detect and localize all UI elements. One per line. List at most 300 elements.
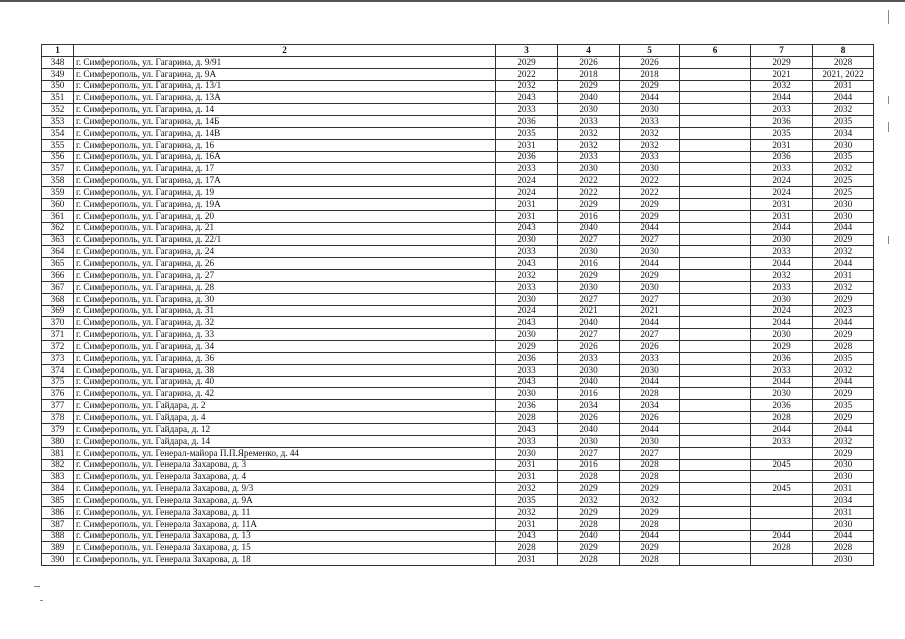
row-number-cell: 373 xyxy=(42,352,74,364)
year-cell: 2029 xyxy=(620,506,680,518)
table-row xyxy=(42,447,874,459)
address-cell: г. Симферополь, ул. Гагарина, д. 34 xyxy=(74,341,496,353)
year-cell: 2028 xyxy=(813,542,874,554)
year-cell: 2028 xyxy=(813,56,874,68)
year-cell: 2030 xyxy=(620,104,680,116)
year-cell: 2033 xyxy=(751,364,813,376)
table-body xyxy=(42,56,874,565)
year-cell xyxy=(751,518,813,530)
year-cell: 2043 xyxy=(496,376,558,388)
year-cell xyxy=(680,139,751,151)
address-cell: г. Симферополь, ул. Гайдара, д. 12 xyxy=(74,424,496,436)
table-row xyxy=(42,293,874,305)
year-cell: 2043 xyxy=(496,258,558,270)
header-cell-col2: 2 xyxy=(74,45,496,57)
year-cell: 2027 xyxy=(558,293,620,305)
header-cell-col4: 4 xyxy=(558,45,620,57)
year-cell: 2032 xyxy=(496,483,558,495)
year-cell: 2036 xyxy=(496,151,558,163)
year-cell: 2030 xyxy=(558,281,620,293)
year-cell: 2040 xyxy=(558,424,620,436)
year-cell: 2021 xyxy=(558,305,620,317)
year-cell xyxy=(680,412,751,424)
year-cell: 2031 xyxy=(496,459,558,471)
year-cell: 2029 xyxy=(620,80,680,92)
year-cell: 2022 xyxy=(558,175,620,187)
year-cell: 2032 xyxy=(558,139,620,151)
address-cell: г. Симферополь, ул. Гайдара, д. 14 xyxy=(74,435,496,447)
year-cell: 2032 xyxy=(496,270,558,282)
year-cell: 2028 xyxy=(496,542,558,554)
year-cell: 2032 xyxy=(620,127,680,139)
table-row xyxy=(42,222,874,234)
year-cell: 2024 xyxy=(751,305,813,317)
year-cell: 2031 xyxy=(496,210,558,222)
year-cell: 2032 xyxy=(496,80,558,92)
row-number-cell: 361 xyxy=(42,210,74,222)
row-number-cell: 358 xyxy=(42,175,74,187)
year-cell: 2022 xyxy=(620,187,680,199)
year-cell xyxy=(680,305,751,317)
year-cell xyxy=(680,388,751,400)
row-number-cell: 375 xyxy=(42,376,74,388)
year-cell: 2036 xyxy=(751,151,813,163)
year-cell xyxy=(680,518,751,530)
year-cell xyxy=(680,376,751,388)
year-cell: 2034 xyxy=(813,495,874,507)
table-row xyxy=(42,317,874,329)
year-cell: 2032 xyxy=(496,506,558,518)
year-cell: 2033 xyxy=(751,163,813,175)
year-cell: 2030 xyxy=(751,234,813,246)
row-number-cell: 359 xyxy=(42,187,74,199)
year-cell: 2040 xyxy=(558,317,620,329)
year-cell: 2018 xyxy=(620,68,680,80)
year-cell: 2022 xyxy=(620,175,680,187)
year-cell: 2023 xyxy=(813,305,874,317)
row-number-cell: 363 xyxy=(42,234,74,246)
year-cell xyxy=(680,352,751,364)
row-number-cell: 367 xyxy=(42,281,74,293)
year-cell xyxy=(680,68,751,80)
address-cell: г. Симферополь, ул. Гагарина, д. 17 xyxy=(74,163,496,175)
year-cell xyxy=(680,495,751,507)
year-cell: 2030 xyxy=(558,364,620,376)
year-cell xyxy=(680,222,751,234)
table-row xyxy=(42,376,874,388)
year-cell: 2024 xyxy=(496,175,558,187)
year-cell: 2016 xyxy=(558,210,620,222)
year-cell: 2024 xyxy=(496,305,558,317)
address-cell: г. Симферополь, ул. Генерала Захарова, д. 9/3 xyxy=(74,483,496,495)
table-row xyxy=(42,542,874,554)
table-row xyxy=(42,400,874,412)
header-cell-col3: 3 xyxy=(496,45,558,57)
year-cell: 2030 xyxy=(496,329,558,341)
year-cell: 2022 xyxy=(558,187,620,199)
year-cell: 2027 xyxy=(558,447,620,459)
header-cell-col7: 7 xyxy=(751,45,813,57)
scan-mark xyxy=(40,600,43,601)
year-cell: 2030 xyxy=(620,281,680,293)
table-row xyxy=(42,329,874,341)
table-row xyxy=(42,104,874,116)
year-cell: 2032 xyxy=(751,80,813,92)
address-cell: г. Симферополь, ул. Гагарина, д. 33 xyxy=(74,329,496,341)
year-cell: 2032 xyxy=(813,281,874,293)
year-cell: 2021 xyxy=(620,305,680,317)
year-cell xyxy=(751,506,813,518)
year-cell: 2044 xyxy=(813,258,874,270)
table-row xyxy=(42,483,874,495)
year-cell: 2027 xyxy=(620,234,680,246)
year-cell: 2030 xyxy=(813,459,874,471)
year-cell xyxy=(680,246,751,258)
year-cell: 2036 xyxy=(496,116,558,128)
year-cell: 2028 xyxy=(751,412,813,424)
year-cell: 2030 xyxy=(558,435,620,447)
year-cell: 2043 xyxy=(496,317,558,329)
address-cell: г. Симферополь, ул. Гагарина, д. 14В xyxy=(74,127,496,139)
row-number-cell: 348 xyxy=(42,56,74,68)
year-cell: 2032 xyxy=(751,270,813,282)
year-cell: 2032 xyxy=(813,163,874,175)
table-row xyxy=(42,412,874,424)
row-number-cell: 356 xyxy=(42,151,74,163)
year-cell: 2029 xyxy=(558,542,620,554)
year-cell: 2029 xyxy=(813,293,874,305)
address-cell: г. Симферополь, ул. Гагарина, д. 14Б xyxy=(74,116,496,128)
year-cell: 2036 xyxy=(751,116,813,128)
row-number-cell: 369 xyxy=(42,305,74,317)
row-number-cell: 378 xyxy=(42,412,74,424)
year-cell: 2034 xyxy=(558,400,620,412)
year-cell: 2026 xyxy=(620,341,680,353)
year-cell: 2033 xyxy=(558,151,620,163)
table-row xyxy=(42,139,874,151)
year-cell: 2031 xyxy=(751,139,813,151)
year-cell: 2029 xyxy=(496,56,558,68)
year-cell: 2030 xyxy=(620,364,680,376)
year-cell: 2029 xyxy=(620,483,680,495)
year-cell xyxy=(680,127,751,139)
address-cell: г. Симферополь, ул. Гагарина, д. 42 xyxy=(74,388,496,400)
year-cell: 2043 xyxy=(496,92,558,104)
table-row xyxy=(42,80,874,92)
year-cell: 2032 xyxy=(813,104,874,116)
year-cell xyxy=(680,80,751,92)
year-cell: 2029 xyxy=(496,341,558,353)
table-row xyxy=(42,530,874,542)
year-cell: 2016 xyxy=(558,459,620,471)
address-cell: г. Симферополь, ул. Гагарина, д. 16 xyxy=(74,139,496,151)
year-cell: 2044 xyxy=(751,530,813,542)
year-cell: 2033 xyxy=(496,246,558,258)
year-cell: 2029 xyxy=(558,483,620,495)
year-cell xyxy=(680,329,751,341)
row-number-cell: 351 xyxy=(42,92,74,104)
year-cell: 2021, 2022 xyxy=(813,68,874,80)
header-row xyxy=(42,45,874,57)
scan-mark xyxy=(888,236,889,244)
address-cell: г. Симферополь, ул. Гагарина, д. 28 xyxy=(74,281,496,293)
year-cell xyxy=(680,471,751,483)
year-cell: 2032 xyxy=(813,435,874,447)
year-cell: 2035 xyxy=(751,127,813,139)
year-cell: 2031 xyxy=(496,198,558,210)
year-cell: 2031 xyxy=(813,270,874,282)
scan-mark xyxy=(888,122,889,132)
address-cell: г. Симферополь, ул. Гайдара, д. 4 xyxy=(74,412,496,424)
address-cell: г. Симферополь, ул. Гагарина, д. 17А xyxy=(74,175,496,187)
year-cell: 2033 xyxy=(751,281,813,293)
header-cell-col8: 8 xyxy=(813,45,874,57)
scan-top-border xyxy=(0,0,905,2)
row-number-cell: 376 xyxy=(42,388,74,400)
year-cell: 2022 xyxy=(496,68,558,80)
address-cell: г. Симферополь, ул. Генерала Захарова, д. 3 xyxy=(74,459,496,471)
year-cell xyxy=(680,459,751,471)
address-cell: г. Симферополь, ул. Гагарина, д. 30 xyxy=(74,293,496,305)
row-number-cell: 368 xyxy=(42,293,74,305)
year-cell: 2033 xyxy=(558,352,620,364)
row-number-cell: 382 xyxy=(42,459,74,471)
year-cell xyxy=(680,198,751,210)
year-cell: 2027 xyxy=(620,447,680,459)
year-cell: 2030 xyxy=(751,388,813,400)
row-number-cell: 374 xyxy=(42,364,74,376)
address-cell: г. Симферополь, ул. Генерала Захарова, д. 13 xyxy=(74,530,496,542)
address-cell: г. Симферополь, ул. Гагарина, д. 19А xyxy=(74,198,496,210)
year-cell: 2028 xyxy=(558,471,620,483)
table-row xyxy=(42,554,874,566)
year-cell xyxy=(680,293,751,305)
year-cell xyxy=(680,317,751,329)
year-cell: 2030 xyxy=(751,329,813,341)
address-cell: г. Симферополь, ул. Гагарина, д. 13/1 xyxy=(74,80,496,92)
address-cell: г. Симферополь, ул. Гагарина, д. 32 xyxy=(74,317,496,329)
year-cell: 2030 xyxy=(558,163,620,175)
table-row xyxy=(42,388,874,400)
year-cell: 2033 xyxy=(496,364,558,376)
year-cell: 2044 xyxy=(813,530,874,542)
year-cell: 2044 xyxy=(813,222,874,234)
year-cell: 2032 xyxy=(558,127,620,139)
table-row xyxy=(42,56,874,68)
table-row xyxy=(42,175,874,187)
year-cell: 2033 xyxy=(751,435,813,447)
table-row xyxy=(42,116,874,128)
year-cell: 2016 xyxy=(558,388,620,400)
year-cell xyxy=(680,400,751,412)
year-cell xyxy=(680,151,751,163)
year-cell: 2030 xyxy=(496,388,558,400)
year-cell: 2018 xyxy=(558,68,620,80)
year-cell: 2035 xyxy=(813,352,874,364)
row-number-cell: 355 xyxy=(42,139,74,151)
row-number-cell: 379 xyxy=(42,424,74,436)
year-cell xyxy=(680,175,751,187)
year-cell: 2029 xyxy=(813,447,874,459)
address-cell: г. Симферополь, ул. Гагарина, д. 19 xyxy=(74,187,496,199)
address-cell: г. Симферополь, ул. Гайдара, д. 2 xyxy=(74,400,496,412)
year-cell: 2045 xyxy=(751,483,813,495)
year-cell: 2029 xyxy=(813,234,874,246)
year-cell: 2031 xyxy=(496,518,558,530)
year-cell: 2026 xyxy=(558,56,620,68)
address-cell: г. Симферополь, ул. Генерала Захарова, д. 11 xyxy=(74,506,496,518)
year-cell: 2027 xyxy=(558,234,620,246)
year-cell: 2027 xyxy=(558,329,620,341)
address-cell: г. Симферополь, ул. Генерал-майора П.П.Яременко, д. 44 xyxy=(74,447,496,459)
year-cell: 2029 xyxy=(620,198,680,210)
year-cell: 2029 xyxy=(558,80,620,92)
year-cell: 2028 xyxy=(558,518,620,530)
address-cell: г. Симферополь, ул. Генерала Захарова, д. 15 xyxy=(74,542,496,554)
year-cell: 2030 xyxy=(496,447,558,459)
address-cell: г. Симферополь, ул. Гагарина, д. 21 xyxy=(74,222,496,234)
year-cell xyxy=(680,530,751,542)
year-cell: 2031 xyxy=(496,471,558,483)
year-cell: 2030 xyxy=(620,435,680,447)
year-cell: 2029 xyxy=(620,210,680,222)
year-cell: 2044 xyxy=(751,258,813,270)
year-cell: 2028 xyxy=(558,554,620,566)
scan-mark xyxy=(888,10,889,24)
year-cell: 2030 xyxy=(813,139,874,151)
year-cell: 2025 xyxy=(813,175,874,187)
row-number-cell: 383 xyxy=(42,471,74,483)
year-cell: 2044 xyxy=(620,376,680,388)
year-cell: 2030 xyxy=(558,246,620,258)
year-cell: 2029 xyxy=(558,270,620,282)
year-cell: 2044 xyxy=(751,222,813,234)
table-row xyxy=(42,270,874,282)
year-cell: 2028 xyxy=(620,518,680,530)
year-cell: 2044 xyxy=(620,317,680,329)
year-cell xyxy=(680,234,751,246)
year-cell: 2031 xyxy=(813,506,874,518)
address-cell: г. Симферополь, ул. Гагарина, д. 38 xyxy=(74,364,496,376)
year-cell: 2044 xyxy=(620,424,680,436)
year-cell xyxy=(680,435,751,447)
year-cell: 2016 xyxy=(558,258,620,270)
year-cell: 2033 xyxy=(620,116,680,128)
year-cell: 2040 xyxy=(558,530,620,542)
year-cell: 2030 xyxy=(496,293,558,305)
address-cell: г. Симферополь, ул. Гагарина, д. 14 xyxy=(74,104,496,116)
year-cell: 2027 xyxy=(620,293,680,305)
table-row xyxy=(42,68,874,80)
year-cell xyxy=(680,104,751,116)
table-row xyxy=(42,305,874,317)
year-cell xyxy=(680,116,751,128)
year-cell: 2024 xyxy=(751,187,813,199)
row-number-cell: 388 xyxy=(42,530,74,542)
row-number-cell: 386 xyxy=(42,506,74,518)
table-row xyxy=(42,424,874,436)
year-cell: 2044 xyxy=(813,424,874,436)
year-cell: 2021 xyxy=(751,68,813,80)
year-cell: 2044 xyxy=(620,258,680,270)
year-cell: 2035 xyxy=(813,116,874,128)
address-cell: г. Симферополь, ул. Генерала Захарова, д. 11А xyxy=(74,518,496,530)
year-cell: 2032 xyxy=(813,246,874,258)
year-cell xyxy=(680,163,751,175)
table-row xyxy=(42,471,874,483)
year-cell: 2026 xyxy=(558,412,620,424)
year-cell: 2029 xyxy=(558,198,620,210)
year-cell xyxy=(680,506,751,518)
table-row xyxy=(42,435,874,447)
table-row xyxy=(42,92,874,104)
year-cell: 2033 xyxy=(620,352,680,364)
row-number-cell: 352 xyxy=(42,104,74,116)
year-cell: 2032 xyxy=(813,364,874,376)
table-row xyxy=(42,163,874,175)
year-cell: 2028 xyxy=(496,412,558,424)
table-row xyxy=(42,258,874,270)
year-cell: 2030 xyxy=(620,163,680,175)
year-cell: 2030 xyxy=(813,554,874,566)
year-cell: 2033 xyxy=(496,281,558,293)
year-cell: 2036 xyxy=(751,400,813,412)
table-row xyxy=(42,246,874,258)
year-cell: 2029 xyxy=(813,412,874,424)
year-cell: 2028 xyxy=(620,554,680,566)
table-row xyxy=(42,281,874,293)
row-number-cell: 365 xyxy=(42,258,74,270)
year-cell: 2033 xyxy=(496,104,558,116)
header-cell-col5: 5 xyxy=(620,45,680,57)
table-row xyxy=(42,506,874,518)
address-cell: г. Симферополь, ул. Гагарина, д. 26 xyxy=(74,258,496,270)
table-row xyxy=(42,127,874,139)
year-cell: 2044 xyxy=(620,222,680,234)
year-cell xyxy=(680,341,751,353)
year-cell: 2026 xyxy=(558,341,620,353)
year-cell: 2031 xyxy=(813,80,874,92)
year-cell: 2044 xyxy=(751,376,813,388)
year-cell: 2044 xyxy=(813,376,874,388)
row-number-cell: 387 xyxy=(42,518,74,530)
address-cell: г. Симферополь, ул. Гагарина, д. 36 xyxy=(74,352,496,364)
scan-mark xyxy=(888,96,889,104)
year-cell: 2031 xyxy=(751,210,813,222)
year-cell: 2030 xyxy=(620,246,680,258)
year-cell: 2033 xyxy=(496,163,558,175)
row-number-cell: 360 xyxy=(42,198,74,210)
year-cell xyxy=(680,483,751,495)
row-number-cell: 354 xyxy=(42,127,74,139)
year-cell: 2036 xyxy=(496,352,558,364)
year-cell xyxy=(680,270,751,282)
table-row xyxy=(42,187,874,199)
row-number-cell: 370 xyxy=(42,317,74,329)
year-cell: 2032 xyxy=(620,495,680,507)
address-cell: г. Симферополь, ул. Гагарина, д. 27 xyxy=(74,270,496,282)
table-row xyxy=(42,495,874,507)
year-cell: 2043 xyxy=(496,222,558,234)
year-cell: 2030 xyxy=(813,198,874,210)
year-cell: 2028 xyxy=(620,388,680,400)
year-cell: 2027 xyxy=(620,329,680,341)
year-cell: 2034 xyxy=(813,127,874,139)
year-cell xyxy=(680,56,751,68)
year-cell: 2044 xyxy=(620,530,680,542)
year-cell xyxy=(680,92,751,104)
year-cell: 2030 xyxy=(751,293,813,305)
